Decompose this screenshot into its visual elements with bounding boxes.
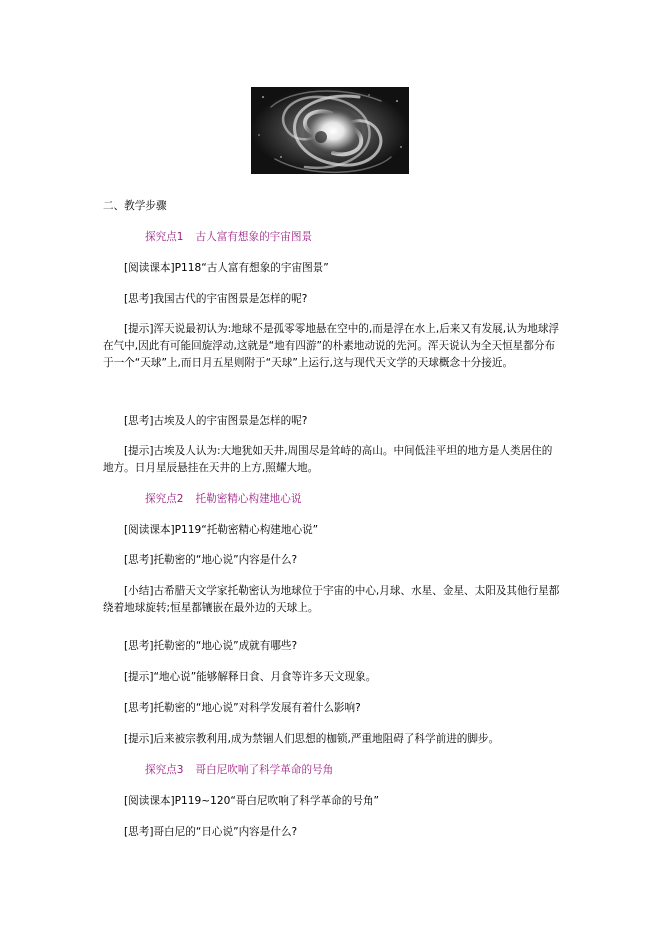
paragraph-read-p118: [阅读课本]P118“古人富有想象的宇宙图景” — [124, 262, 329, 274]
paragraph-think-heliocentric: [思考]哥白尼的“日心说”内容是什么? — [124, 826, 298, 838]
explore-point-2-title: 托勒密精心构建地心说 — [195, 493, 302, 505]
paragraph-think-influence: [思考]托勒密的“地心说”对科学发展有着什么影响? — [124, 702, 361, 714]
paragraph-think-geocentric: [思考]托勒密的“地心说”内容是什么? — [124, 554, 298, 566]
galaxy-illustration — [251, 87, 409, 174]
paragraph-hint-huntian: [提示]浑天说最初认为:地球不是孤零零地悬在空中的,而是浮在水上,后来又有发展,认为地球浮在气中,因此有可能回旋浮动,这就是“地有四游”的朴素地动说的先河。浑天说认为全天恒星都分布于一个“天球”上,而日月五星则附于“天球”上运行,这与现代天文学的天球概念十分接近。 — [103, 323, 560, 369]
explore-point-2-label: 探究点2 — [145, 493, 184, 505]
explore-point-3-label: 探究点3 — [145, 764, 184, 776]
paragraph-hint-religion: [提示]后来被宗教利用,成为禁锢人们思想的枷锁,严重地阻碍了科学前进的脚步。 — [124, 733, 500, 745]
explore-point-3 — [103, 762, 561, 779]
paragraph-think-achievements: [思考]托勒密的“地心说”成就有哪些? — [124, 640, 298, 652]
paragraph-think-china: [思考]我国古代的宇宙图景是怎样的呢? — [124, 293, 308, 305]
paragraph-read-p119: [阅读课本]P119“托勒密精心构建地心说” — [124, 524, 319, 536]
explore-point-1 — [103, 229, 561, 246]
paragraph-summary-ptolemy: [小结]古希腊天文学家托勒密认为地球位于宇宙的中心,月球、水星、金星、太阳及其他行星都绕着地球旋转;恒星都镶嵌在最外边的天球上。 — [103, 585, 560, 614]
section-heading: 二、教学步骤 — [103, 200, 167, 212]
paragraph-hint-egypt: [提示]古埃及人认为:大地犹如天井,周围尽是耸峙的高山。中间低洼平坦的地方是人类居住的地方。日月星辰悬挂在天井的上方,照耀大地。 — [103, 445, 553, 474]
paragraph-read-p119-120: [阅读课本]P119~120“哥白尼吹响了科学革命的号角” — [124, 795, 380, 807]
galaxy-image — [251, 87, 409, 174]
paragraph-hint-eclipses: [提示]“地心说”能够解释日食、月食等许多天文现象。 — [124, 671, 377, 683]
explore-point-1-label: 探究点1 — [145, 231, 184, 243]
paragraph-think-egypt: [思考]古埃及人的宇宙图景是怎样的呢? — [124, 415, 308, 427]
explore-point-1-title: 古人富有想象的宇宙图景 — [195, 231, 313, 243]
explore-point-3-title: 哥白尼吹响了科学革命的号角 — [195, 764, 334, 776]
explore-point-2 — [103, 491, 561, 508]
